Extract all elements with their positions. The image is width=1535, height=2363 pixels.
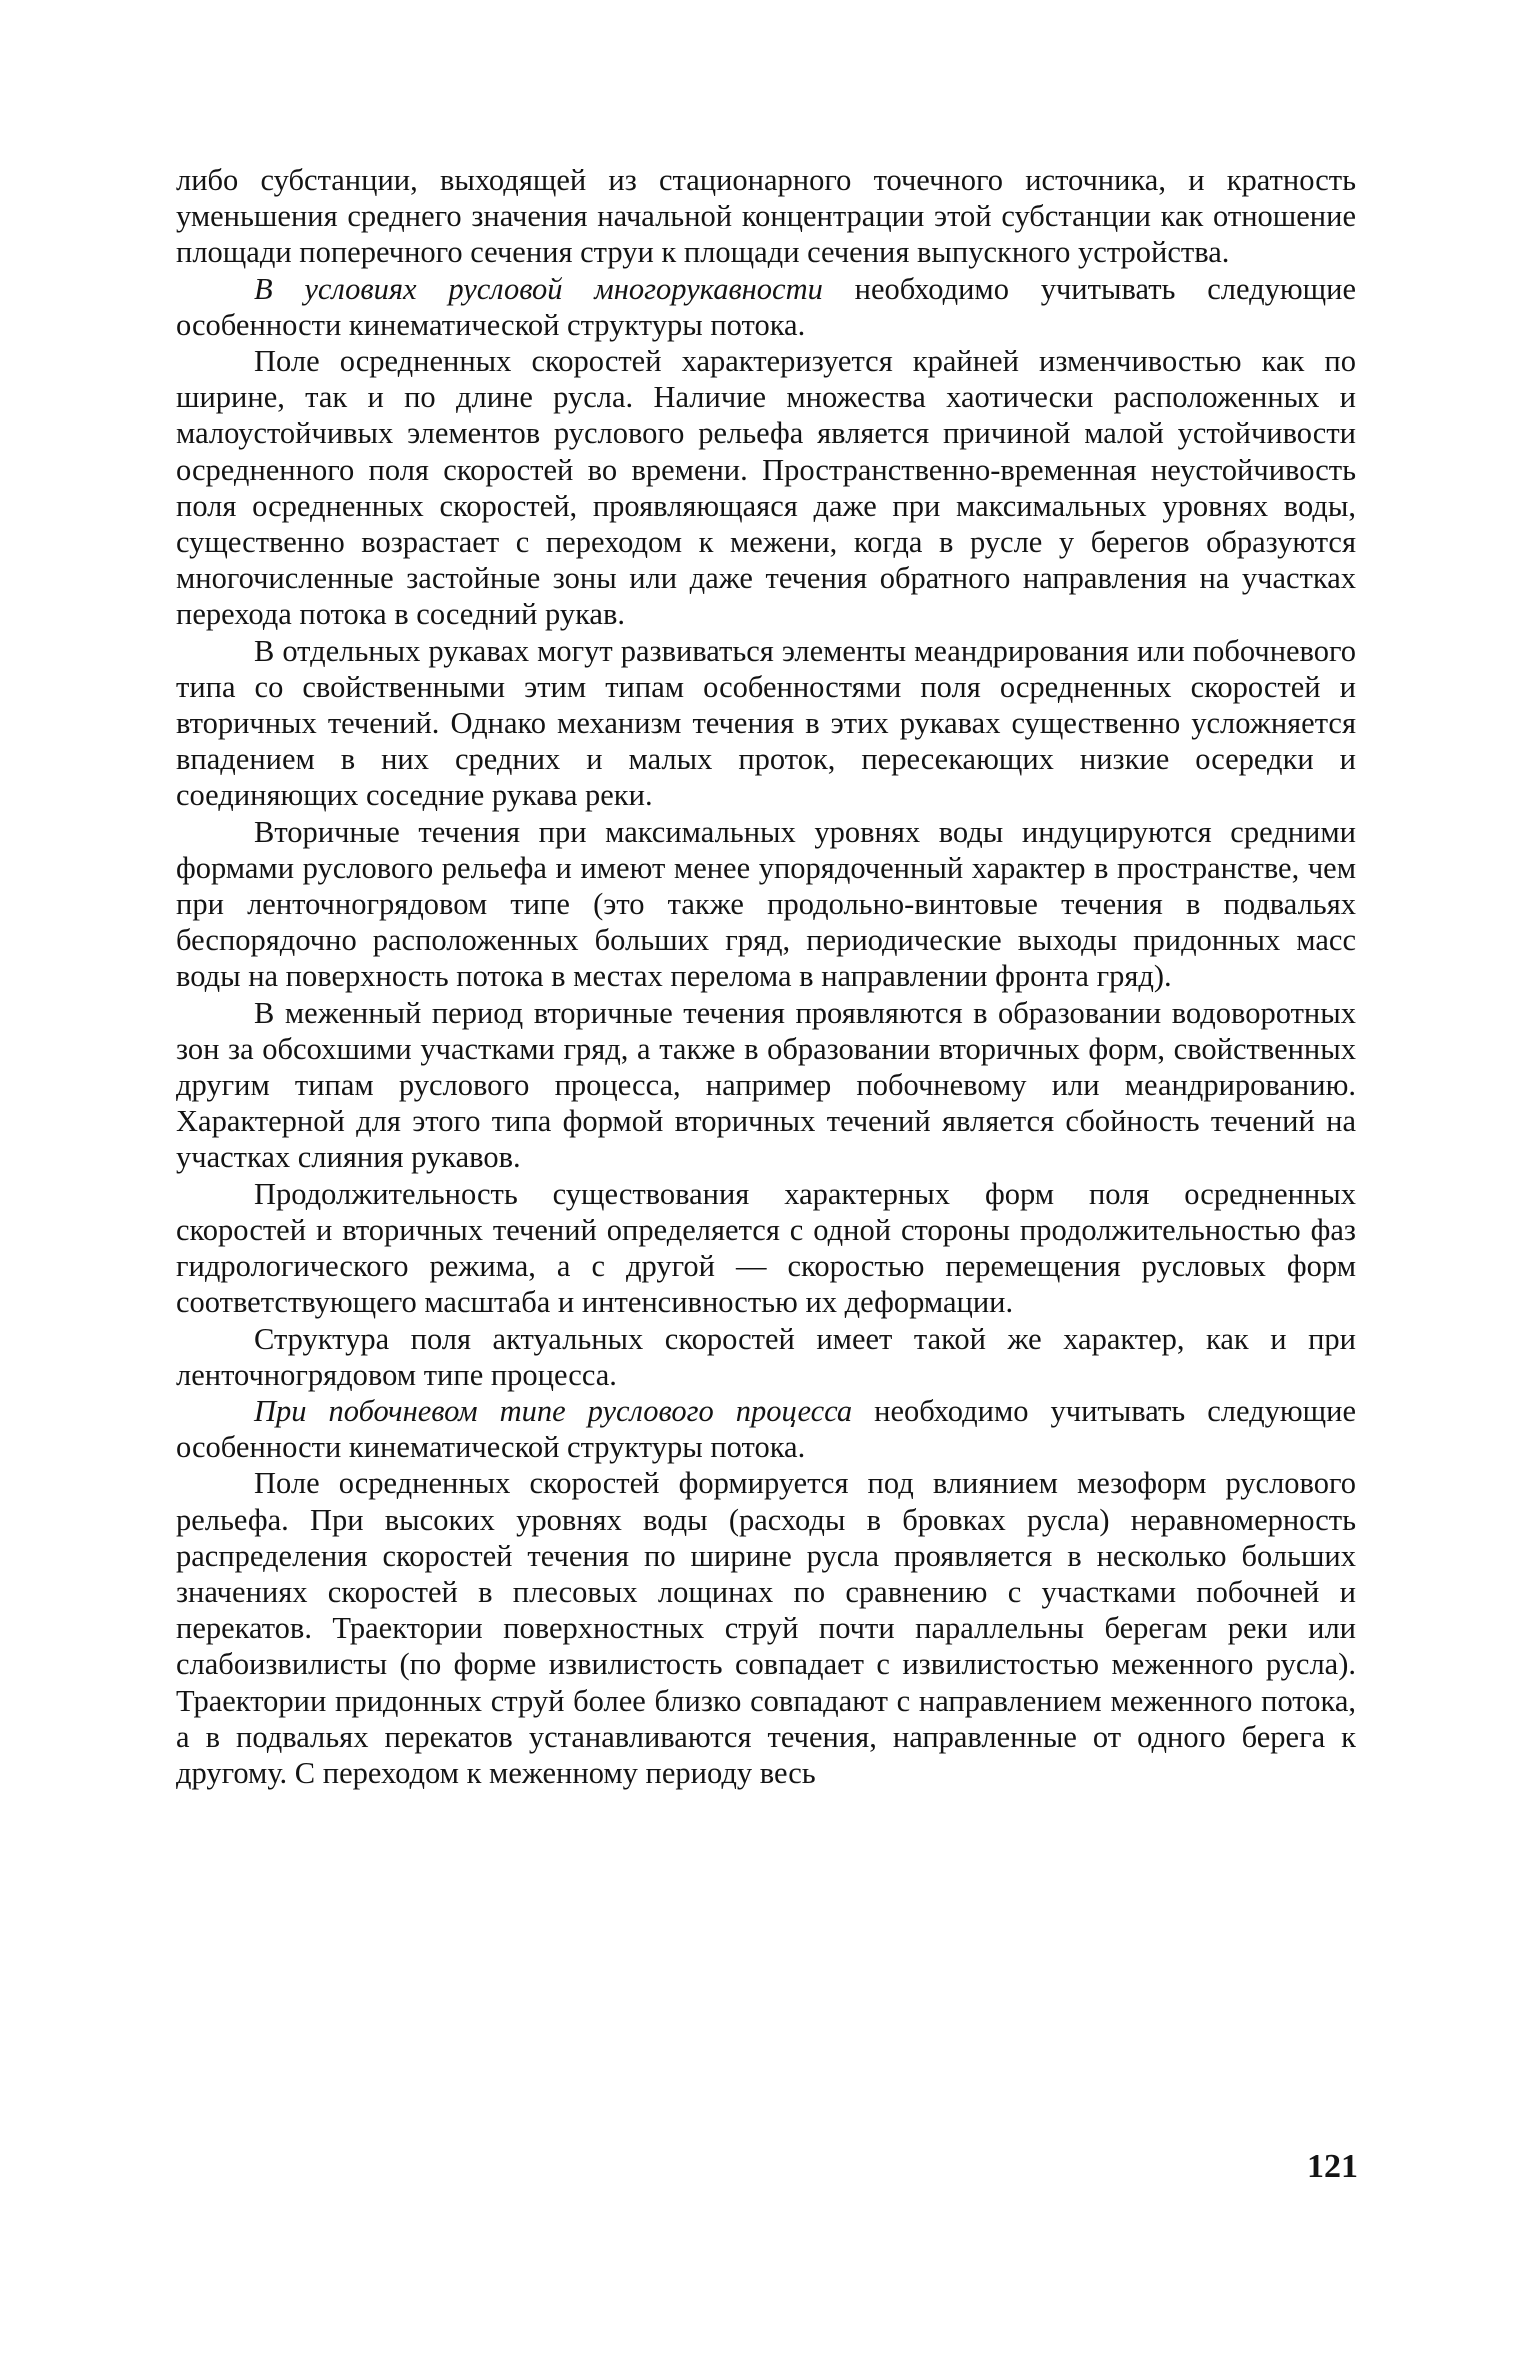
paragraph xyxy=(176,1393,1356,1465)
paragraph-text: Продолжительность существования характерных форм поля осредненных скоростей и вторичных течений определяется с одной стороны продолжительностью фаз гидрологического режима, а с другой — скоростью перемещения русловых форм соответствующего масштаба и интенсивностью их деформации. xyxy=(176,1176,1356,1320)
paragraph-text: Поле осредненных скоростей характеризуется крайней изменчивостью как по ширине, так и по длине русла. Наличие множества хаотически расположенных и малоустойчивых элементов руслового рельефа является причиной малой устойчивости осредненного поля скоростей во времени. Пространственно-временная неустойчивость поля осредненных скоростей, проявляющаяся даже при максимальных уровнях воды, существенно возрастает с переходом к межени, когда в русле у берегов образуются многочисленные застойные зоны или даже течения обратного направления на участках перехода потока в соседний рукав. xyxy=(176,344,1356,632)
page-number: 121 xyxy=(1307,2148,1358,2185)
paragraph xyxy=(176,1321,1356,1393)
paragraph-text: необходимо учитывать следующие особенности кинематической структуры потока. xyxy=(176,1393,1356,1465)
paragraph xyxy=(176,995,1356,1176)
paragraph-text: необходимо учитывать следующие особенности кинематической структуры потока. xyxy=(176,271,1356,342)
paragraph-text: либо субстанции, выходящей из стационарного точечного источника, и кратность уменьшения среднего значения начальной концентрации этой субстанции как отношение площади поперечного сечения струи к площади сечения выпускного устройства. xyxy=(176,163,1356,270)
paragraph xyxy=(176,271,1356,343)
paragraph-text: В отдельных рукавах могут развиваться элементы меандрирования или побочневого типа со свойственными этим типам особенностями поля осредненных скоростей и вторичных течений. Однако механизм течения в этих рукавах существенно усложняется впадением в них средних и малых проток, пересекающих низкие осередки и соединяющих соседние рукава реки. xyxy=(176,633,1356,813)
paragraph xyxy=(176,1176,1356,1321)
paragraph-text: Вторичные течения при максимальных уровнях воды индуцируются средними формами руслового рельефа и имеют менее упорядоченный характер в пространстве, чем при ленточногрядовом типе (это также продольно-винтовые течения в подвальях беспорядочно расположенных больших гряд, периодические выходы придонных масс воды на поверхность потока в местах перелома в направлении фронта гряд). xyxy=(176,814,1356,994)
paragraph xyxy=(176,343,1356,633)
paragraph-continuation xyxy=(176,162,1356,271)
paragraph-italic-lead: В условиях русловой многорукавности xyxy=(254,271,823,306)
paragraph xyxy=(176,1465,1356,1791)
paragraph xyxy=(176,814,1356,995)
paragraph-text: Поле осредненных скоростей формируется под влиянием мезоформ руслового рельефа. При высоких уровнях воды (расходы в бровках русла) неравномерность распределения скоростей течения по ширине русла проявляется в несколько больших значениях скоростей в плесовых лощинах по сравнению с участками побочней и перекатов. Траектории поверхностных струй почти параллельны берегам реки или слабоизвилисты (по форме извилистость совпадает с извилистостью меженного русла). Траектории придонных струй более близко совпадают с направлением меженного потока, а в подвальях перекатов устанавливаются течения, направленные от одного берега к другому. С переходом к меженному периоду весь xyxy=(176,1466,1356,1790)
paragraph xyxy=(176,633,1356,814)
paragraph-text: В меженный период вторичные течения проявляются в образовании водоворотных зон за обсохшими участками гряд, а также в образовании вторичных форм, свойственных другим типам руслового процесса, например побочневому или меандрированию. Характерной для этого типа формой вторичных течений является сбойность течений на участках слияния рукавов. xyxy=(176,995,1356,1175)
paragraph-italic-lead: При побочневом типе руслового процесса xyxy=(254,1393,853,1428)
paragraph-text: Структура поля актуальных скоростей имеет такой же характер, как и при ленточногрядовом типе процесса. xyxy=(176,1321,1356,1392)
page-text xyxy=(176,162,1356,1791)
